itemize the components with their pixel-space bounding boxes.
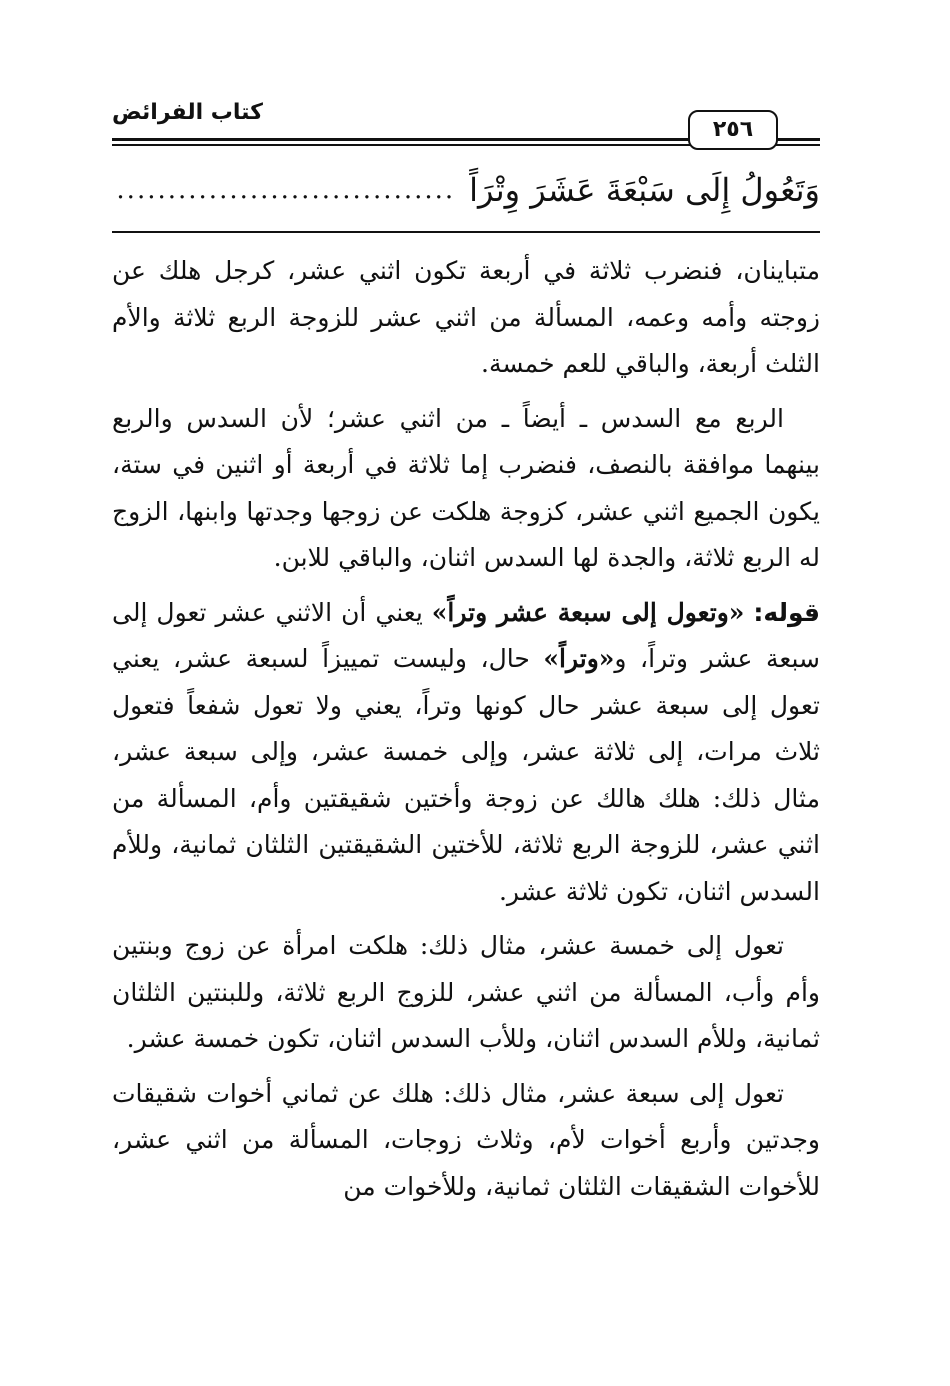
paragraph-1: متباينان، فنضرب ثلاثة في أربعة تكون اثني عشر، كرجل هلك عن زوجته وأمه وعمه، المسألة من اثني عشر للزوجة الربع ثلاثة والأم الثلث أربعة، والباقي للعم خمسة. bbox=[112, 256, 820, 378]
matn-quote: «وتعول إلى سبعة عشر وتراً» bbox=[431, 597, 745, 627]
page-number: ٢٥٦ bbox=[688, 110, 778, 150]
paragraph-3 bbox=[112, 590, 820, 916]
watran-quote: «وتراً» bbox=[543, 644, 615, 673]
qawluhu-label: قوله: bbox=[753, 597, 821, 627]
matn-separator bbox=[112, 231, 820, 233]
paragraph-3-text-b: حال، وليست تمييزاً لسبعة عشر، يعني تعول إلى سبعة عشر حال كونها وتراً، يعني ولا تعول شفعاً فتعول ثلاث مرات، إلى ثلاثة عشر، وإلى خمسة عشر، وإلى سبعة عشر، مثال ذلك: هلك هالك عن زوجة وأختين شقيقتين وأم، المسألة من اثني عشر، للزوجة الربع ثلاثة، للأختين الشقيقتين الثلثان ثمانية، وللأم السدس اثنان، تكون ثلاثة عشر. bbox=[112, 644, 820, 906]
matn-dots: ................................. bbox=[116, 175, 456, 205]
paragraph-3-text-a: يعني أن الاثني عشر تعول إلى سبعة عشر وتراً، و bbox=[112, 597, 820, 673]
page-header bbox=[112, 100, 820, 150]
paragraph-5: تعول إلى سبعة عشر، مثال ذلك: هلك عن ثماني أخوات شقيقات وجدتين وأربع أخوات لأم، وثلاث زوجات، المسألة من اثني عشر، للأخوات الشقيقات الثلثان ثمانية، وللأخوات من bbox=[112, 1078, 820, 1201]
paragraph-2: الربع مع السدس ـ أيضاً ـ من اثني عشر؛ لأن السدس والربع بينهما موافقة بالنصف، فنضرب إما ثلاثة في أربعة أو اثنين في ستة، يكون الجميع اثني عشر، كزوجة هلكت عن زوجها وجدتها وابنها، الزوج له الربع ثلاثة، والجدة لها السدس اثنان، والباقي للابن. bbox=[112, 403, 820, 572]
matn-text: وَتَعُولُ إِلَى سَبْعَةَ عَشَرَ وِتْرَاً bbox=[469, 171, 820, 209]
book-title: كتاب الفرائض bbox=[112, 100, 263, 125]
commentary-body bbox=[112, 248, 820, 1218]
paragraph-4: تعول إلى خمسة عشر، مثال ذلك: هلكت امرأة عن زوج وبنتين وأم وأب، المسألة من اثني عشر، للزوج الربع ثلاثة، وللبنتين الثلثان ثمانية، وللأم السدس اثنان، وللأب السدس اثنان، تكون خمسة عشر. bbox=[112, 931, 820, 1053]
matn-line bbox=[112, 160, 820, 220]
